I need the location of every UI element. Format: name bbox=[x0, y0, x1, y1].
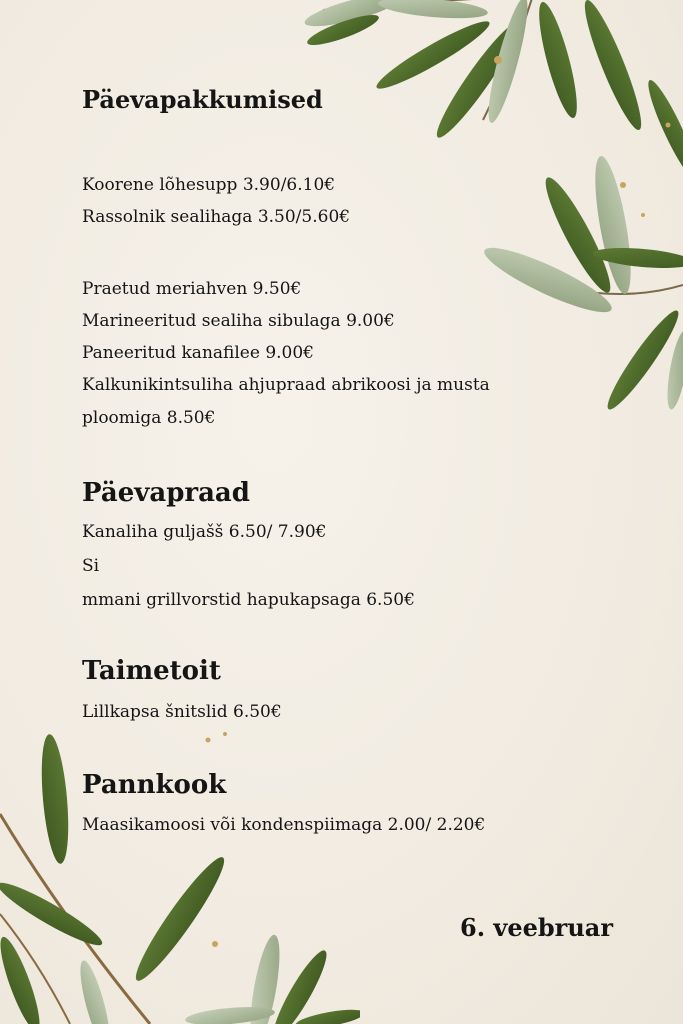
menu-item: Rassolnik sealihaga 3.50/5.60€ bbox=[82, 207, 351, 227]
menu-date: 6. veebruar bbox=[460, 913, 613, 942]
menu-item: Lillkapsa šnitslid 6.50€ bbox=[82, 702, 282, 722]
menu-item: mmani grillvorstid hapukapsaga 6.50€ bbox=[82, 590, 415, 610]
heading-daily-dish: Päevapraad bbox=[82, 478, 250, 508]
menu-item: Koorene lõhesupp 3.90/6.10€ bbox=[82, 175, 336, 195]
heading-daily-offers: Päevapakkumised bbox=[82, 85, 323, 114]
menu-item: ploomiga 8.50€ bbox=[82, 408, 216, 428]
menu-item: Maasikamoosi või kondenspiimaga 2.00/ 2.20€ bbox=[82, 815, 486, 835]
heading-vegetarian: Taimetoit bbox=[82, 656, 221, 686]
menu-item: Kanaliha guljašš 6.50/ 7.90€ bbox=[82, 522, 327, 542]
menu-item: Kalkunikintsuliha ahjupraad abrikoosi ja musta bbox=[82, 375, 490, 395]
menu-item: Marineeritud sealiha sibulaga 9.00€ bbox=[82, 311, 395, 331]
olive-branch-bottom-decoration bbox=[0, 724, 360, 1024]
menu-item: Praetud meriahven 9.50€ bbox=[82, 279, 302, 299]
heading-pancake: Pannkook bbox=[82, 770, 227, 800]
menu-item: Si bbox=[82, 556, 100, 576]
menu-item: Paneeritud kanafilee 9.00€ bbox=[82, 343, 314, 363]
